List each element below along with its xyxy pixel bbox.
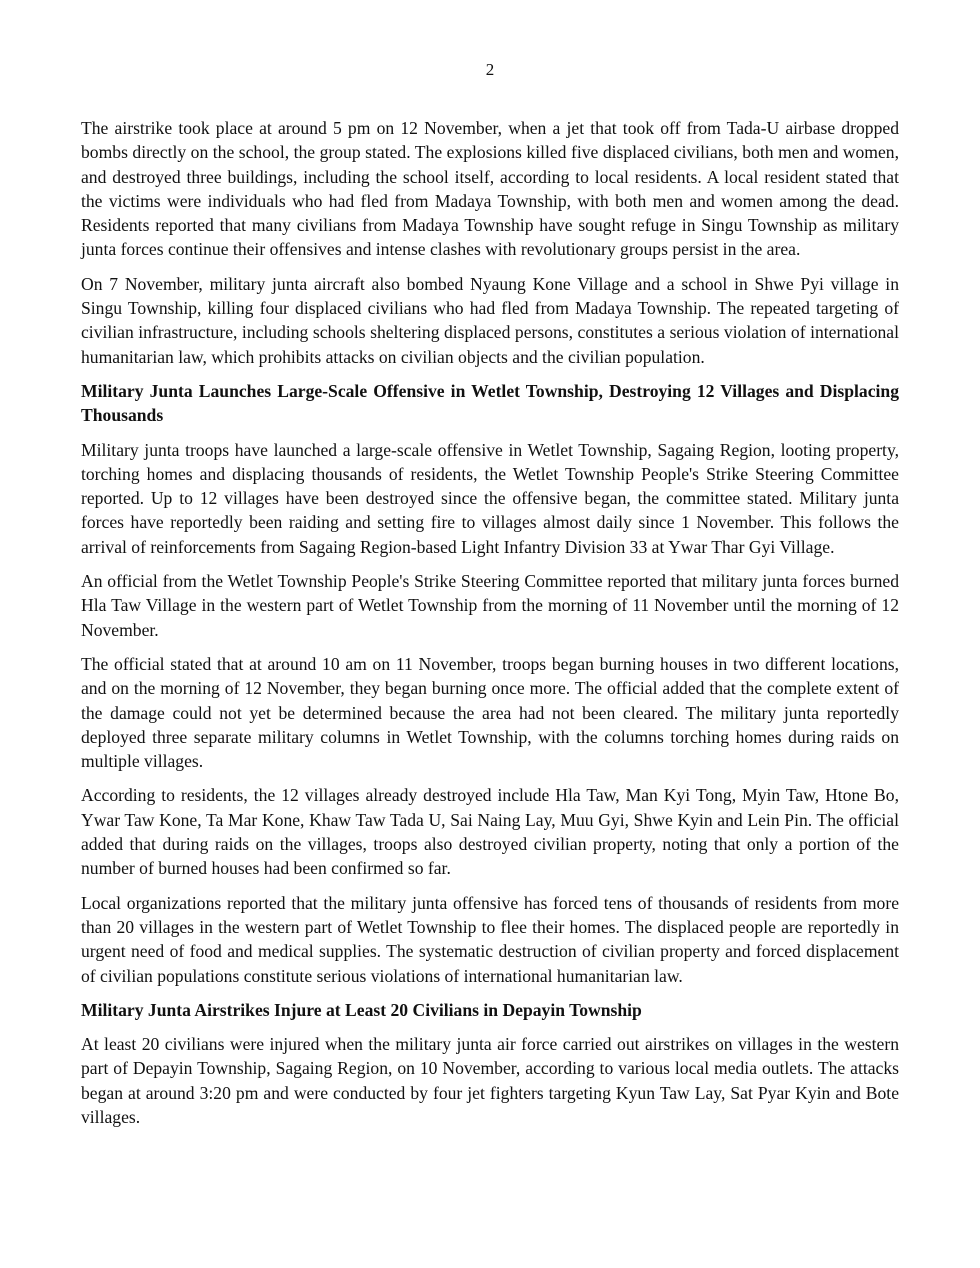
paragraph-displacement: Local organizations reported that the military junta offensive has forced tens of thousands of residents from more than 20 villages in the western part of Wetlet Township to flee their homes. The displaced people are reportedly in urgent need of food and medical supplies. The systematic destruction of civilian property and forced displacement of civilian populations constitute serious violations of international humanitarian law. xyxy=(81,892,899,986)
paragraph-wetlet-offensive: Military junta troops have launched a large-scale offensive in Wetlet Township, Sagaing Region, looting property, torching homes and displacing thousands of residents, the Wetlet Township People's Strike Steering Committee reported. Up to 12 villages have been destroyed since the offensive began, the committee stated. Military junta forces have reportedly been raiding and setting fire to villages almost daily since 1 November. This follows the arrival of reinforcements from Sagaing Region-based Light Infantry Division 33 at Ywar Thar Gyi Village. xyxy=(81,439,899,557)
section-heading-wetlet-offensive: Military Junta Launches Large-Scale Offensive in Wetlet Township, Destroying 12 Villages and Displacing Thousands xyxy=(81,380,899,426)
paragraph-hla-taw-burning: An official from the Wetlet Township People's Strike Steering Committee reported that military junta forces burned Hla Taw Village in the western part of Wetlet Township from the morning of 11 November until the morning of 12 November. xyxy=(81,571,899,640)
paragraph-destroyed-villages: According to residents, the 12 villages already destroyed include Hla Taw, Man Kyi Tong, Myin Taw, Htone Bo, Ywar Taw Kone, Ta Mar Kone, Khaw Taw Tada U, Sai Naing Lay, Muu Gyi, Shwe Kyin and Lein Pin. The official added that during raids on the villages, troops also destroyed civilian property, noting that only a portion of the number of burned houses had been confirmed so far. xyxy=(81,785,899,879)
section-heading-depayin-airstrikes: Military Junta Airstrikes Injure at Least 20 Civilians in Depayin Township xyxy=(81,999,642,1020)
paragraph-depayin-airstrikes: At least 20 civilians were injured when the military junta air force carried out airstrikes on villages in the western part of Depayin Township, Sagaing Region, on 10 November, according to various local media outlets. The attacks began at around 3:20 pm and were conducted by four jet fighters targeting Kyun Taw Lay, Sat Pyar Kyin and Bote villages. xyxy=(81,1034,899,1127)
paragraph-burning-houses: The official stated that at around 10 am on 11 November, troops began burning houses in two different locations, and on the morning of 12 November, they began burning once more. The official added that the complete extent of the damage could not yet be determined because the area had not been cleared. The military junta reportedly deployed three separate military columns in Wetlet Township, with the columns torching homes during raids on multiple villages. xyxy=(81,653,899,772)
page-number: 2 xyxy=(485,60,495,79)
document-page xyxy=(81,58,899,1139)
paragraph-nyaung-kone-bombing: On 7 November, military junta aircraft also bombed Nyaung Kone Village and a school in Shwe Pyi village in Singu Township, killing four displaced civilians who had fled from Madaya Township. The repeated targeting of civilian infrastructure, including schools sheltering displaced persons, constitutes a serious violation of international humanitarian law, which prohibits attacks on civilian objects and the civilian population. xyxy=(81,273,899,367)
paragraph-airstrike-tada-u: The airstrike took place at around 5 pm on 12 November, when a jet that took off from Tada-U airbase dropped bombs directly on the school, the group stated. The explosions killed five displaced civilians, both men and women, and destroyed three buildings, including the school itself, according to local residents. A local resident stated that the victims were individuals who had fled from Madaya Township, with both men and women among the dead. Residents reported that many civilians from Madaya Township have sought refuge in Singu Township as military junta forces continue their offensives and intense clashes with revolutionary groups persist in the area. xyxy=(81,118,899,260)
